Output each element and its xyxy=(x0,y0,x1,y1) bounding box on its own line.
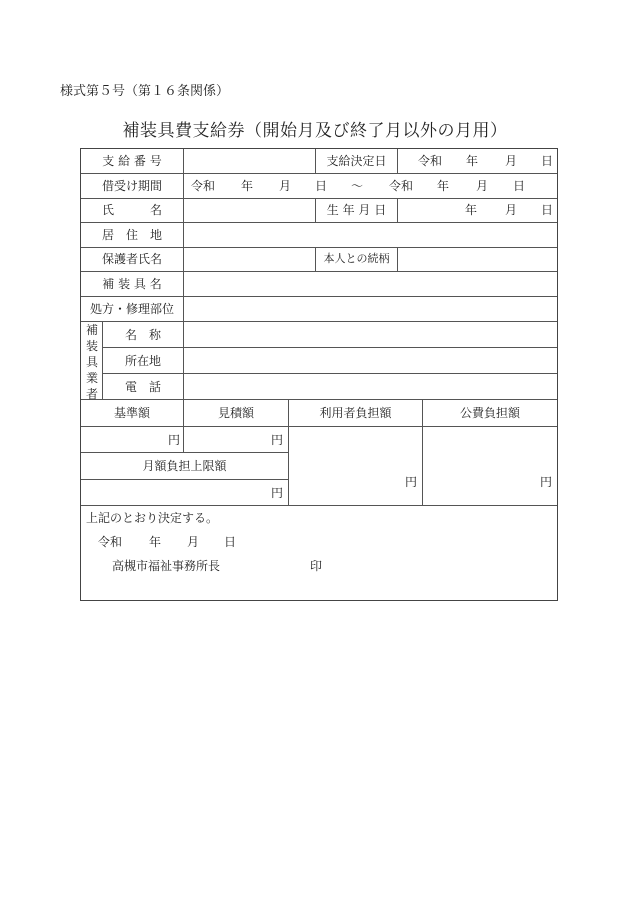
row-divider xyxy=(81,247,557,248)
decision-day-unit: 日 xyxy=(541,154,554,168)
address-label: 居 住 地 xyxy=(101,228,162,242)
period-end-month-unit: 月 xyxy=(476,179,489,193)
dob-year-unit: 年 xyxy=(465,203,478,217)
monthly-cap-yen: 円 xyxy=(271,486,284,500)
seal-mark: 印 xyxy=(310,559,323,573)
col-divider xyxy=(397,247,398,271)
col-divider xyxy=(183,149,184,399)
estimate-label: 見積額 xyxy=(217,406,254,420)
decision-statement: 上記のとおり決定する。 xyxy=(86,511,219,525)
period-start-day-unit: 日 xyxy=(315,179,328,193)
period-tilde: ～ xyxy=(351,179,364,193)
period-start-year-unit: 年 xyxy=(241,179,254,193)
decision-year-unit: 年 xyxy=(466,154,479,168)
vendor-location-label: 所在地 xyxy=(124,354,161,368)
row-divider xyxy=(81,426,557,427)
user-burden-label: 利用者負担額 xyxy=(319,406,392,420)
standard-amount-label: 基準額 xyxy=(113,406,150,420)
period-start-month-unit: 月 xyxy=(279,179,292,193)
voucher-form xyxy=(80,148,558,601)
footer-era: 令和 xyxy=(98,535,123,549)
col-divider xyxy=(397,198,398,222)
office-name: 高槻市福祉事務所長 xyxy=(112,559,221,573)
row-divider xyxy=(81,296,557,297)
guardian-label: 保護者氏名 xyxy=(101,252,162,266)
footer-day-unit: 日 xyxy=(224,535,237,549)
row-divider xyxy=(81,222,557,223)
period-end-year-unit: 年 xyxy=(437,179,450,193)
footer-year-unit: 年 xyxy=(149,535,162,549)
device-name-label: 補 装 具 名 xyxy=(102,277,162,291)
row-divider xyxy=(81,321,557,322)
row-divider xyxy=(102,347,557,348)
dob-month-unit: 月 xyxy=(505,203,518,217)
dob-label: 生 年 月 日 xyxy=(326,203,387,217)
vendor-phone-label: 電 話 xyxy=(124,380,161,394)
decision-month-unit: 月 xyxy=(505,154,518,168)
footer-month-unit: 月 xyxy=(187,535,200,549)
period-start-era: 令和 xyxy=(191,179,216,193)
period-end-era: 令和 xyxy=(389,179,414,193)
row-divider xyxy=(81,505,557,506)
vendor-group-label: 補 装 具 業 者 xyxy=(85,323,98,401)
row-divider xyxy=(81,452,288,453)
repair-site-label: 処方・修理部位 xyxy=(89,302,174,316)
decision-date-label: 支給決定日 xyxy=(326,154,387,168)
decision-era: 令和 xyxy=(418,154,443,168)
issue-number-label: 支 給 番 号 xyxy=(102,154,162,168)
period-end-day-unit: 日 xyxy=(513,179,526,193)
row-divider xyxy=(81,399,557,400)
public-burden-yen: 円 xyxy=(540,475,553,489)
col-divider xyxy=(397,149,398,173)
row-divider xyxy=(81,173,557,174)
monthly-cap-label: 月額負担上限額 xyxy=(142,459,227,473)
row-divider xyxy=(81,479,288,480)
form-number: 様式第５号（第１６条関係） xyxy=(60,84,230,99)
estimate-yen: 円 xyxy=(271,433,284,447)
rental-period-label: 借受け期間 xyxy=(101,179,162,193)
relation-label: 本人との続柄 xyxy=(323,252,390,265)
row-divider xyxy=(81,198,557,199)
standard-amount-yen: 円 xyxy=(168,433,181,447)
row-divider xyxy=(81,271,557,272)
name-label: 氏 名 xyxy=(101,203,162,217)
user-burden-yen: 円 xyxy=(405,475,418,489)
dob-day-unit: 日 xyxy=(541,203,554,217)
row-divider xyxy=(102,373,557,374)
col-divider xyxy=(183,426,184,452)
vendor-name-label: 名 称 xyxy=(124,328,161,342)
public-burden-label: 公費負担額 xyxy=(459,406,520,420)
document-title: 補装具費支給券（開始月及び終了月以外の月用） xyxy=(122,121,508,141)
